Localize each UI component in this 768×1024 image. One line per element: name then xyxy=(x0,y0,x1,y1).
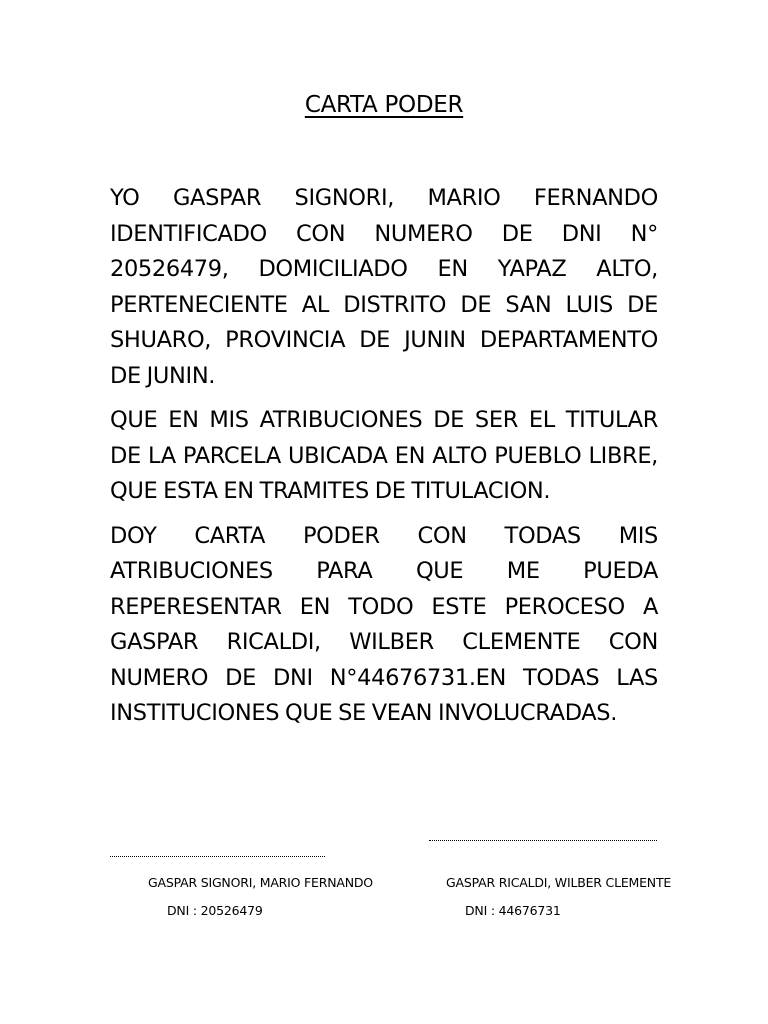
signature-name-grantor: GASPAR SIGNORI, MARIO FERNANDO xyxy=(148,875,373,890)
signature-line-grantor xyxy=(110,856,325,857)
signature-dni-representative: DNI : 44676731 xyxy=(465,903,561,918)
paragraph-authorization: DOY CARTA PODER CON TODAS MIS ATRIBUCIONES PARA QUE ME PUEDA REPERESENTAR EN TODO ESTE PEROCESO A GASPAR RICALDI, WILBER CLEMENTE CON NUMERO DE DNI N°44676731.EN TODAS LAS INSTITUCIONES QUE SE VEAN INVOLUCRADAS. xyxy=(110,522,658,726)
signature-line-representative xyxy=(429,840,657,841)
paragraph-identification: YO GASPAR SIGNORI, MARIO FERNANDO IDENTIFICADO CON NUMERO DE DNI N° 20526479, DOMICILIADO EN YAPAZ ALTO, PERTENECIENTE AL DISTRITO DE SAN LUIS DE SHUARO, PROVINCIA DE JUNIN DEPARTAMENTO DE JUNIN. xyxy=(110,185,658,389)
document-body xyxy=(110,181,658,741)
signature-dni-grantor: DNI : 20526479 xyxy=(167,903,263,918)
signature-name-representative: GASPAR RICALDI, WILBER CLEMENTE xyxy=(446,875,672,890)
document-title: CARTA PODER xyxy=(304,92,464,118)
paragraph-ownership: QUE EN MIS ATRIBUCIONES DE SER EL TITULAR DE LA PARCELA UBICADA EN ALTO PUEBLO LIBRE, QUE ESTA EN TRAMITES DE TITULACION. xyxy=(110,407,658,504)
